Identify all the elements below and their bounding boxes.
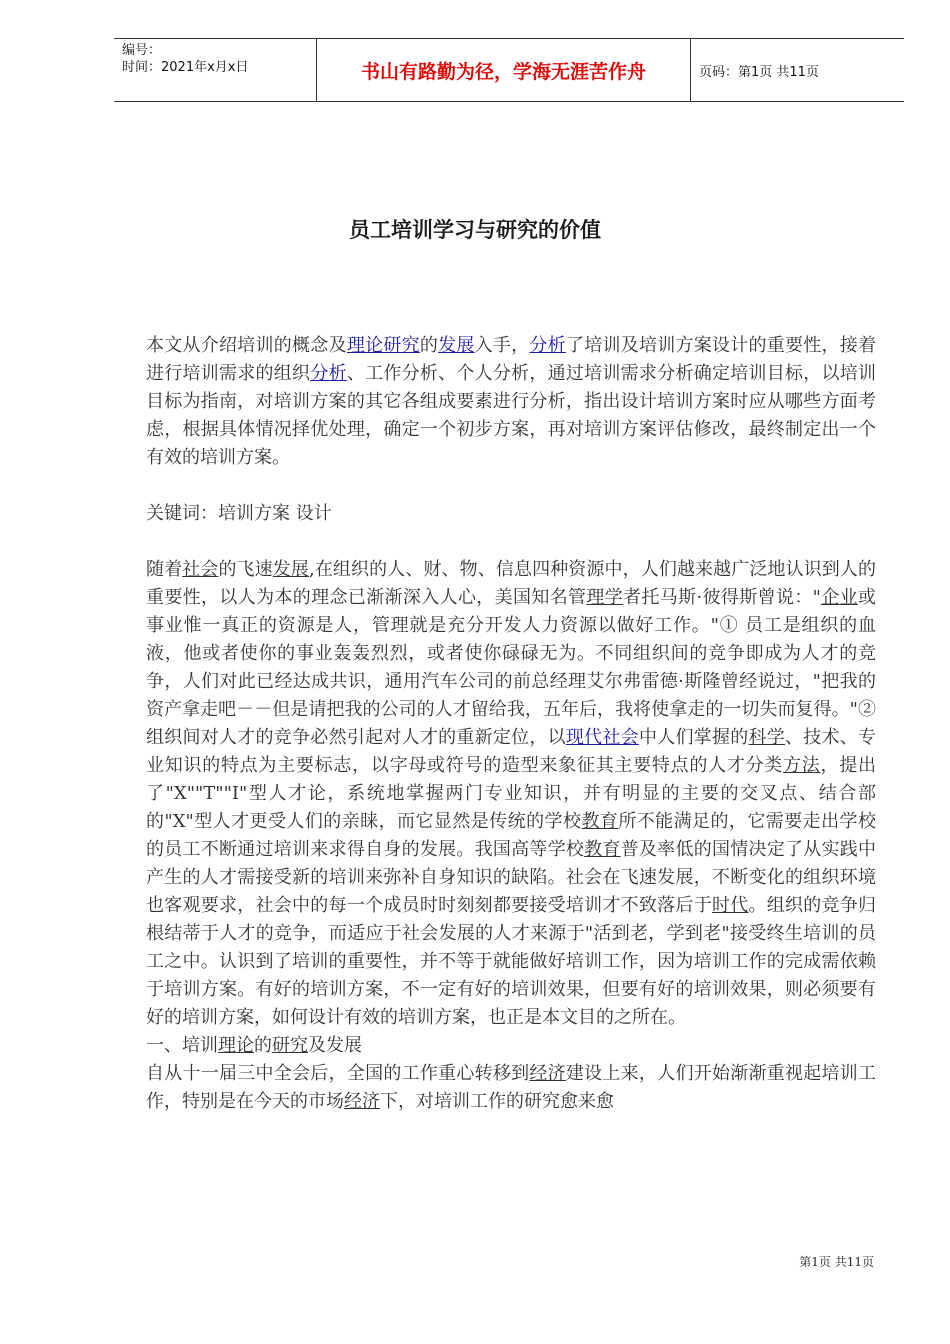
abstract-paragraph — [146, 332, 876, 472]
link-education[interactable]: 教育 — [581, 811, 619, 832]
document-body — [146, 332, 876, 1116]
section-heading-1 — [146, 1032, 876, 1060]
link-research[interactable]: 研究 — [272, 1035, 308, 1056]
text-run: ，提出了"X""T""I"型人才论，系统地掌握两门专业知识，并有明显的主要的交叉点、结合部的"X"型人才更受人们的亲睐，而它显然是传统的学校 — [146, 755, 877, 832]
text-run: 普及率低的国情决定了从实践中产生的人才需接受新的培训来弥补自身知识的缺陷。社会在飞速发展，不断变化的组织环境也客观要求，社会中的每一个成员时时刻刻都要接受培训才不致落后于 — [146, 839, 877, 916]
text-run: 者托马斯·彼得斯曾说：" — [623, 587, 821, 608]
text-run: 的 — [419, 335, 439, 356]
time-label: 时间：2021年x月x日 — [122, 60, 249, 75]
text-run: 本文从介绍培训的概念及 — [146, 335, 347, 356]
page-label: 页码：第1页 共11页 — [699, 64, 819, 80]
link-economy-2[interactable]: 经济 — [344, 1091, 380, 1112]
link-society[interactable]: 社会 — [182, 559, 219, 580]
link-management-science[interactable]: 理学 — [586, 587, 624, 608]
link-economy[interactable]: 经济 — [529, 1063, 566, 1084]
document-title: 员工培训学习与研究的价值 — [349, 218, 601, 242]
text-run: 的 — [254, 1035, 272, 1056]
link-education-2[interactable]: 教育 — [584, 839, 621, 860]
link-theory-research[interactable]: 理论研究 — [346, 335, 420, 356]
text-run: ,在组织的人、财、物、信息四种资源中，人们越来越广泛地认识到人的重要性，以人为本的理念已渐渐深入人心，美国知名管 — [146, 559, 877, 608]
text-run: 的飞速 — [218, 559, 273, 580]
page-footer: 第1页 共11页 — [799, 1255, 874, 1269]
text-run: 及发展 — [308, 1035, 362, 1056]
text-run: 随着 — [146, 559, 183, 580]
text-run: 或事业惟一真正的资源是人，管理就是充分开发人力资源以做好工作。"① 员工是组织的血液，他或者使你的事业轰轰烈烈，或者使你碌碌无为。不同组织间的竞争即成为人才的竞争，人们对此已经达成共识，通用汽车公司的前总经理艾尔弗雷德·斯隆曾经说过，"把我的资产拿走吧－－但是请把我的公司的人才留给我，五年后，我将使拿走的一切失而复得。"② 组织间对人才的竞争必然引起对人才的重新定位，以 — [146, 587, 877, 748]
motto: 书山有路勤为径，学海无涯苦作舟 — [317, 39, 691, 101]
body-paragraph — [146, 556, 876, 1032]
body-paragraph-2 — [146, 1060, 876, 1116]
text-run: 下，对培训工作的研究愈来愈 — [380, 1091, 614, 1112]
document-header — [114, 38, 904, 102]
link-development[interactable]: 发展 — [272, 559, 309, 580]
link-analysis-2[interactable]: 分析 — [310, 363, 347, 384]
link-modern-society[interactable]: 现代社会 — [565, 727, 639, 748]
link-era[interactable]: 时代 — [711, 895, 749, 916]
text-run: 、技术、专业知识的特点为主要标志，以字母或符号的造型来象征其主要特点的人才分类 — [146, 727, 877, 776]
text-run: 一、培训 — [146, 1035, 218, 1056]
text-run: 了培训及培训方案设计的重要性，接着进行培训需求的组织 — [146, 335, 877, 384]
link-development[interactable]: 发展 — [438, 335, 475, 356]
text-run: 中人们掌握的 — [638, 727, 749, 748]
text-run: 。组织的竞争归根结蒂于人才的竞争，而适应于社会发展的人才来源于"活到老，学到老"接受终生培训的员工之中。认识到了培训的重要性，并不等于就能做好培训工作，因为培训工作的完成需依赖于培训方案。有好的培训方案，不一定有好的培训效果，但要有好的培训效果，则必须要有好的培训方案，如何设计有效的培训方案，也正是本文目的之所在。 — [146, 895, 877, 1028]
keywords: 关键词：培训方案 设计 — [146, 503, 332, 524]
link-enterprise[interactable]: 企业 — [820, 587, 859, 608]
link-method[interactable]: 方法 — [783, 755, 821, 776]
text-run: 建设上来，人们开始渐渐重视起培训工作，特别是在今天的市场 — [146, 1063, 877, 1112]
header-meta-cell — [114, 39, 317, 101]
text-run: 所不能满足的，它需要走出学校的员工不断通过培训来求得自身的发展。我国高等学校 — [146, 811, 876, 860]
link-theory[interactable]: 理论 — [218, 1035, 254, 1056]
text-run: 自从十一届三中全会后，全国的工作重心转移到 — [146, 1063, 530, 1084]
serial-label: 编号： — [122, 43, 162, 58]
link-analysis[interactable]: 分析 — [529, 335, 566, 356]
link-science[interactable]: 科学 — [748, 727, 785, 748]
text-run: 、工作分析、个人分析，通过培训需求分析确定培训目标，以培训目标为指南，对培训方案的其它各组成要素进行分析，指出设计培训方案时应从哪些方面考虑，根据具体情况择优处理，确定一个初步方案，再对培训方案评估修改，最终制定出一个有效的培训方案。 — [146, 363, 877, 468]
text-run: 入手， — [474, 335, 530, 356]
